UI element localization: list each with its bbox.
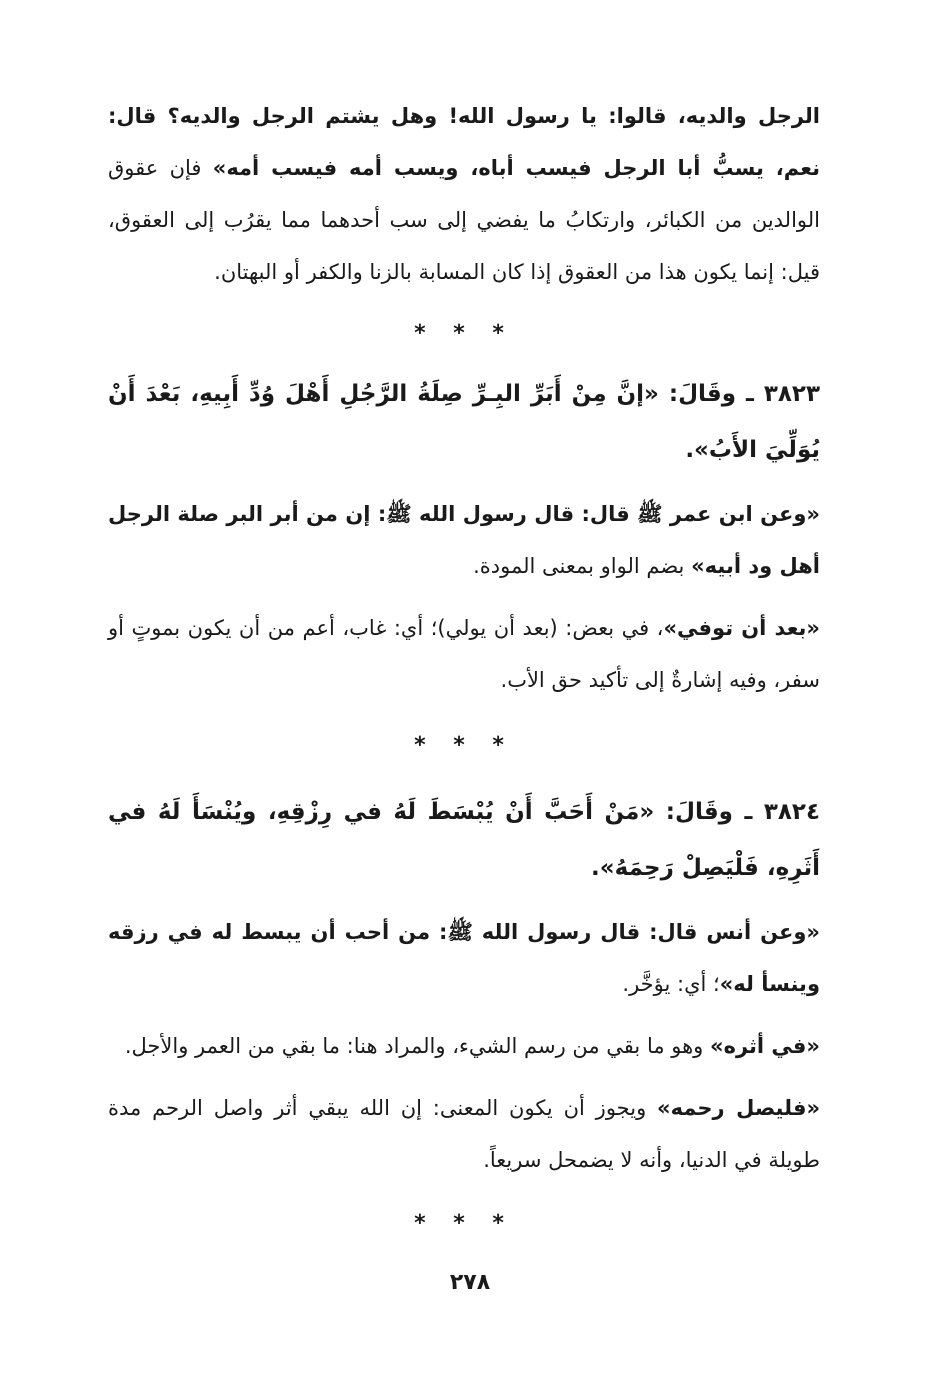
separator-3: * * * xyxy=(414,1211,514,1236)
paragraph-6-bold: «فليصل رحمه» xyxy=(657,1096,821,1120)
paragraph-5-text: وهو ما بقي من رسم الشيء، والمراد هنا: ما بقي من العمر والأجل. xyxy=(124,1034,711,1058)
paragraph-6-text: ويجوز أن يكون المعنى: إن الله يبقي أثر واصل الرحم مدة طويلة في الدنيا، وأنه لا يضمحل سريعاً. xyxy=(108,1096,820,1172)
paragraph-6 xyxy=(108,1082,820,1186)
page-number: ٢٧٨ xyxy=(449,1270,491,1295)
separator-2: * * * xyxy=(414,733,514,758)
paragraph-2 xyxy=(108,488,820,592)
paragraph-4 xyxy=(108,906,820,1010)
paragraph-5-bold: «في أثره» xyxy=(710,1034,820,1058)
paragraph-5 xyxy=(108,1020,820,1072)
hadith-3824: ٣٨٢٤ ـ وقَالَ: «مَنْ أَحَبَّ أَنْ يُبْسَطَ لَهُ في رِزْقِهِ، ويُنْسَأَ لَهُ في أَثَرِهِ، فَلْيَصِلْ رَحِمَهُ». xyxy=(108,799,820,881)
paragraph-1-text: فإن عقوق الوالدين من الكبائر، وارتكابُ ما يفضي إلى سب أحدهما مما يقرُب إلى العقوق، قيل: إنما يكون هذا من العقوق إذا كان المسابة بالزنا والكفر أو البهتان. xyxy=(108,156,820,284)
paragraph-3 xyxy=(108,602,820,706)
paragraph-1 xyxy=(108,90,820,298)
hadith-3823: ٣٨٢٣ ـ وقَالَ: «إنَّ مِنْ أَبَرِّ البِـرِّ صِلَةُ الرَّجُلِ أَهْلَ وُدِّ أَبِيهِ، بَعْدَ أَنْ يُوَلِّيَ الأَبُ». xyxy=(108,381,820,463)
paragraph-3-bold: «بعد أن توفي» xyxy=(663,616,820,640)
paragraph-3-text: ، في بعض: (بعد أن يولي)؛ أي: غاب، أعم من أن يكون بموتٍ أو سفر، وفيه إشارةٌ إلى تأكيد حق الأب. xyxy=(108,616,820,692)
separator-1: * * * xyxy=(414,321,514,346)
paragraph-2-bold: «وعن ابن عمر ﷺ قال: قال رسول الله ﷺ: إن من أبر البر صلة الرجل أهل ود أبيه» xyxy=(108,502,820,578)
page-body xyxy=(108,90,820,1256)
paragraph-4-text: ؛ أي: يؤخَّر. xyxy=(622,972,720,996)
paragraph-1-bold: الرجل والديه، قالوا: يا رسول الله! وهل يشتم الرجل والديه؟ قال: نعم، يسبُّ أبا الرجل فيسب أباه، ويسب أمه فيسب أمه» xyxy=(108,104,820,180)
paragraph-2-text: بضم الواو بمعنى المودة. xyxy=(473,554,692,578)
paragraph-4-bold: «وعن أنس قال: قال رسول الله ﷺ: من أحب أن يبسط له في رزقه وينسأ له» xyxy=(108,920,820,996)
